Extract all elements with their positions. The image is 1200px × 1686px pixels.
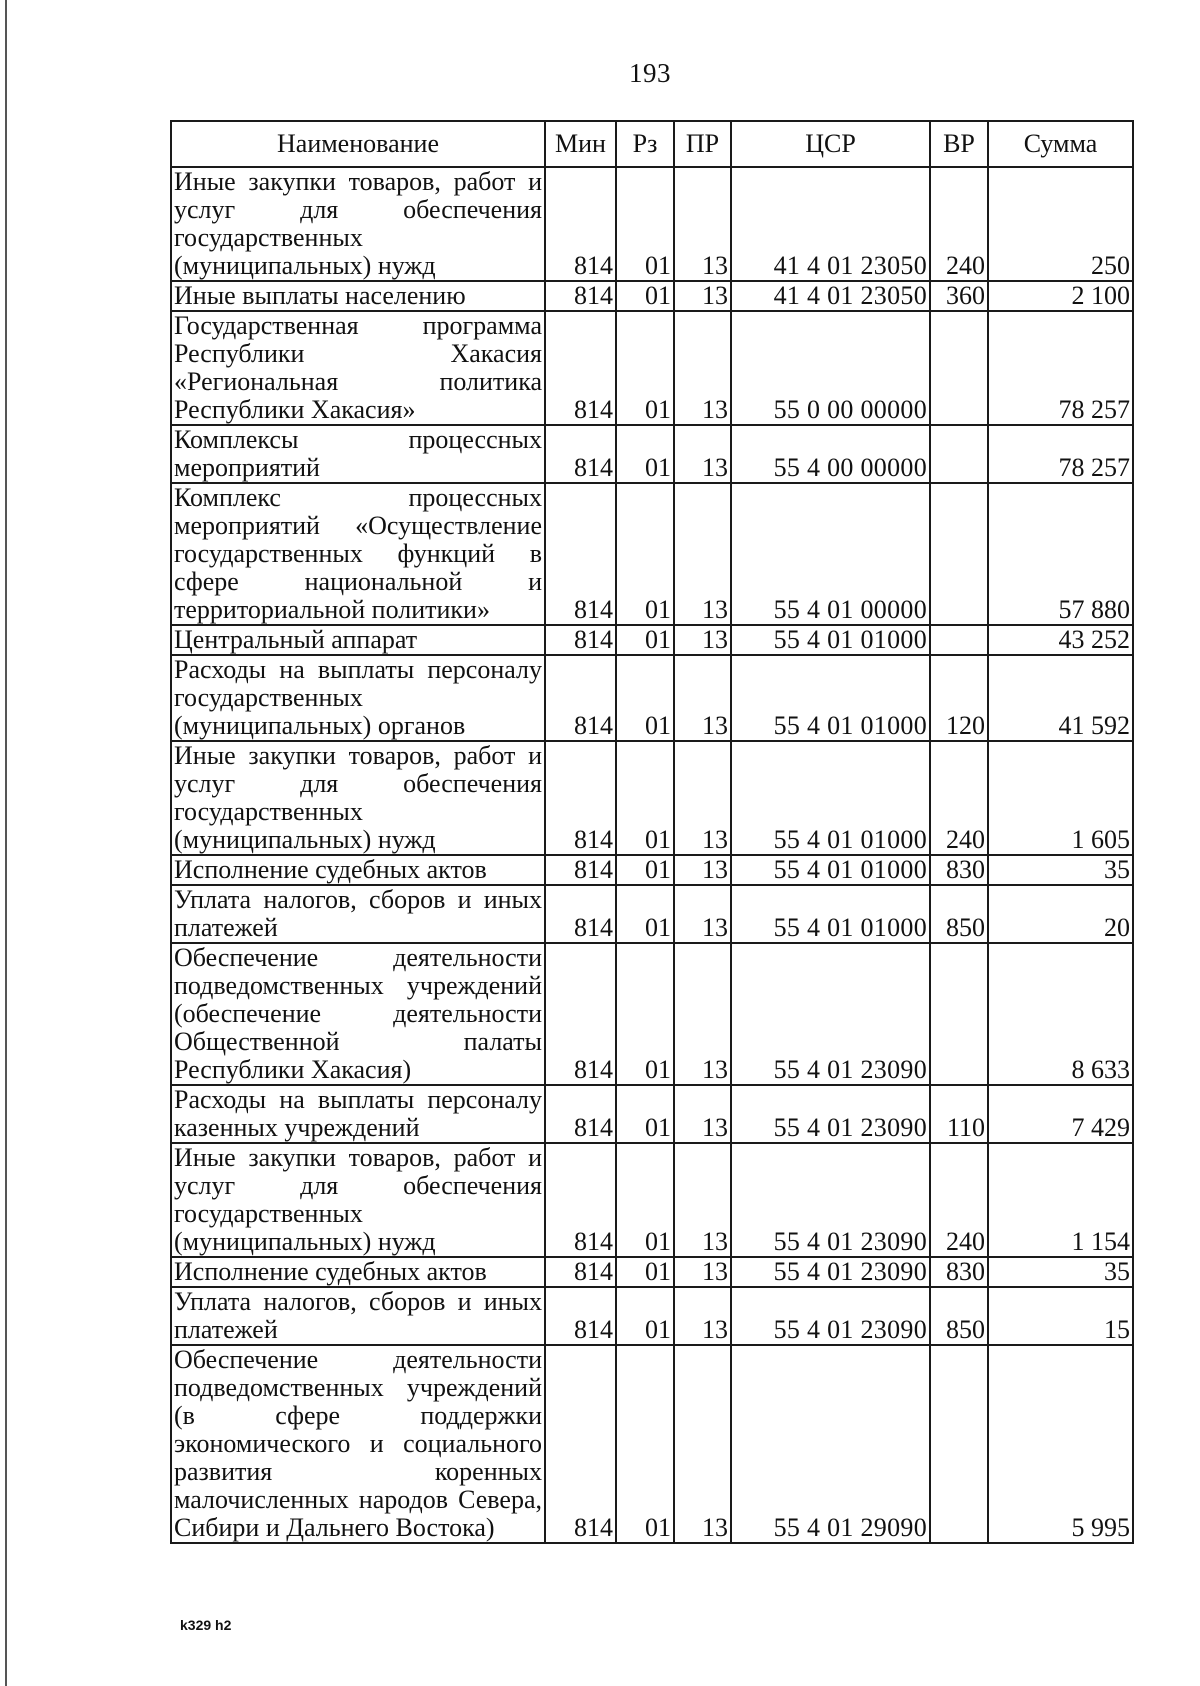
cell-vr: 830 bbox=[930, 1257, 988, 1287]
cell-min: 814 bbox=[545, 425, 616, 483]
cell-pr: 13 bbox=[674, 281, 731, 311]
cell-vr: 850 bbox=[930, 1287, 988, 1345]
table-row bbox=[171, 1287, 1133, 1345]
cell-name: Расходы на выплаты персоналу казенных учреждений bbox=[171, 1085, 545, 1143]
table-row bbox=[171, 855, 1133, 885]
cell-vr: 360 bbox=[930, 281, 988, 311]
cell-pr: 13 bbox=[674, 741, 731, 855]
table-row bbox=[171, 655, 1133, 741]
cell-csr: 55 4 01 01000 bbox=[731, 855, 930, 885]
table-row bbox=[171, 281, 1133, 311]
cell-csr: 55 0 00 00000 bbox=[731, 311, 930, 425]
cell-csr: 55 4 01 23090 bbox=[731, 1287, 930, 1345]
cell-name: Комплекс процессных мероприятий «Осуществление государственных функций в сфере национальной и территориальной политики» bbox=[171, 483, 545, 625]
cell-csr: 55 4 00 00000 bbox=[731, 425, 930, 483]
cell-min: 814 bbox=[545, 625, 616, 655]
cell-min: 814 bbox=[545, 855, 616, 885]
cell-pr: 13 bbox=[674, 1287, 731, 1345]
cell-sum: 1 154 bbox=[988, 1143, 1133, 1257]
cell-csr: 55 4 01 23090 bbox=[731, 1257, 930, 1287]
cell-csr: 55 4 01 29090 bbox=[731, 1345, 930, 1543]
cell-pr: 13 bbox=[674, 311, 731, 425]
cell-sum: 20 bbox=[988, 885, 1133, 943]
cell-sum: 57 880 bbox=[988, 483, 1133, 625]
cell-vr bbox=[930, 943, 988, 1085]
cell-sum: 35 bbox=[988, 855, 1133, 885]
cell-vr bbox=[930, 483, 988, 625]
header-name: Наименование bbox=[171, 121, 545, 167]
cell-vr bbox=[930, 625, 988, 655]
cell-pr: 13 bbox=[674, 483, 731, 625]
cell-rz: 01 bbox=[616, 1287, 674, 1345]
cell-min: 814 bbox=[545, 741, 616, 855]
table-row bbox=[171, 1345, 1133, 1543]
cell-sum: 250 bbox=[988, 167, 1133, 281]
cell-name: Расходы на выплаты персоналу государственных (муниципальных) органов bbox=[171, 655, 545, 741]
cell-sum: 5 995 bbox=[988, 1345, 1133, 1543]
cell-min: 814 bbox=[545, 943, 616, 1085]
header-rz: Рз bbox=[616, 121, 674, 167]
table-row bbox=[171, 885, 1133, 943]
cell-name: Исполнение судебных актов bbox=[171, 1257, 545, 1287]
cell-vr bbox=[930, 311, 988, 425]
cell-rz: 01 bbox=[616, 425, 674, 483]
header-vr: ВР bbox=[930, 121, 988, 167]
page-number: 193 bbox=[629, 58, 671, 88]
table-row bbox=[171, 741, 1133, 855]
document-code: k329 h2 bbox=[180, 1617, 232, 1633]
cell-rz: 01 bbox=[616, 655, 674, 741]
cell-min: 814 bbox=[545, 655, 616, 741]
cell-vr: 110 bbox=[930, 1085, 988, 1143]
cell-csr: 55 4 01 01000 bbox=[731, 885, 930, 943]
cell-min: 814 bbox=[545, 885, 616, 943]
cell-pr: 13 bbox=[674, 885, 731, 943]
cell-pr: 13 bbox=[674, 167, 731, 281]
cell-name: Иные выплаты населению bbox=[171, 281, 545, 311]
cell-csr: 55 4 01 01000 bbox=[731, 655, 930, 741]
cell-rz: 01 bbox=[616, 741, 674, 855]
header-min: Мин bbox=[545, 121, 616, 167]
cell-sum: 78 257 bbox=[988, 425, 1133, 483]
cell-name: Комплексы процессных мероприятий bbox=[171, 425, 545, 483]
cell-min: 814 bbox=[545, 281, 616, 311]
cell-rz: 01 bbox=[616, 281, 674, 311]
cell-name: Государственная программа Республики Хакасия «Региональная политика Республики Хакасия» bbox=[171, 311, 545, 425]
table-row bbox=[171, 311, 1133, 425]
cell-sum: 8 633 bbox=[988, 943, 1133, 1085]
cell-min: 814 bbox=[545, 1143, 616, 1257]
cell-vr: 850 bbox=[930, 885, 988, 943]
table-row bbox=[171, 425, 1133, 483]
cell-min: 814 bbox=[545, 483, 616, 625]
table-row bbox=[171, 1085, 1133, 1143]
cell-min: 814 bbox=[545, 311, 616, 425]
cell-name: Центральный аппарат bbox=[171, 625, 545, 655]
cell-rz: 01 bbox=[616, 885, 674, 943]
cell-pr: 13 bbox=[674, 655, 731, 741]
cell-name: Уплата налогов, сборов и иных платежей bbox=[171, 885, 545, 943]
cell-csr: 55 4 01 23090 bbox=[731, 1085, 930, 1143]
cell-vr bbox=[930, 1345, 988, 1543]
cell-sum: 15 bbox=[988, 1287, 1133, 1345]
cell-name: Уплата налогов, сборов и иных платежей bbox=[171, 1287, 545, 1345]
cell-pr: 13 bbox=[674, 425, 731, 483]
cell-csr: 55 4 01 01000 bbox=[731, 625, 930, 655]
cell-pr: 13 bbox=[674, 625, 731, 655]
cell-sum: 43 252 bbox=[988, 625, 1133, 655]
table-row bbox=[171, 1257, 1133, 1287]
cell-sum: 1 605 bbox=[988, 741, 1133, 855]
cell-vr bbox=[930, 425, 988, 483]
cell-min: 814 bbox=[545, 1257, 616, 1287]
cell-vr: 240 bbox=[930, 167, 988, 281]
cell-rz: 01 bbox=[616, 1143, 674, 1257]
cell-pr: 13 bbox=[674, 855, 731, 885]
cell-sum: 2 100 bbox=[988, 281, 1133, 311]
cell-sum: 78 257 bbox=[988, 311, 1133, 425]
cell-rz: 01 bbox=[616, 943, 674, 1085]
cell-name: Обеспечение деятельности подведомственных учреждений (обеспечение деятельности Общественной палаты Республики Хакасия) bbox=[171, 943, 545, 1085]
table-row bbox=[171, 943, 1133, 1085]
cell-rz: 01 bbox=[616, 167, 674, 281]
cell-name: Иные закупки товаров, работ и услуг для обеспечения государственных (муниципальных) нужд bbox=[171, 1143, 545, 1257]
cell-rz: 01 bbox=[616, 625, 674, 655]
header-csr: ЦСР bbox=[731, 121, 930, 167]
cell-csr: 55 4 01 23090 bbox=[731, 1143, 930, 1257]
cell-rz: 01 bbox=[616, 483, 674, 625]
cell-pr: 13 bbox=[674, 1143, 731, 1257]
cell-min: 814 bbox=[545, 1085, 616, 1143]
cell-rz: 01 bbox=[616, 1345, 674, 1543]
cell-csr: 41 4 01 23050 bbox=[731, 167, 930, 281]
cell-sum: 7 429 bbox=[988, 1085, 1133, 1143]
cell-name: Иные закупки товаров, работ и услуг для обеспечения государственных (муниципальных) нужд bbox=[171, 167, 545, 281]
cell-csr: 55 4 01 23090 bbox=[731, 943, 930, 1085]
cell-pr: 13 bbox=[674, 943, 731, 1085]
cell-vr: 240 bbox=[930, 1143, 988, 1257]
table-header-row bbox=[171, 121, 1133, 167]
cell-rz: 01 bbox=[616, 855, 674, 885]
header-sum: Сумма bbox=[988, 121, 1133, 167]
table-row bbox=[171, 625, 1133, 655]
cell-vr: 120 bbox=[930, 655, 988, 741]
table-row bbox=[171, 167, 1133, 281]
cell-min: 814 bbox=[545, 1287, 616, 1345]
cell-csr: 55 4 01 01000 bbox=[731, 741, 930, 855]
cell-sum: 35 bbox=[988, 1257, 1133, 1287]
cell-min: 814 bbox=[545, 167, 616, 281]
cell-vr: 830 bbox=[930, 855, 988, 885]
cell-pr: 13 bbox=[674, 1345, 731, 1543]
cell-pr: 13 bbox=[674, 1085, 731, 1143]
cell-sum: 41 592 bbox=[988, 655, 1133, 741]
table-row bbox=[171, 483, 1133, 625]
cell-min: 814 bbox=[545, 1345, 616, 1543]
cell-name: Обеспечение деятельности подведомственных учреждений (в сфере поддержки экономического и социального развития коренных малочисленных народов Севера, Сибири и Дальнего Востока) bbox=[171, 1345, 545, 1543]
header-pr: ПР bbox=[674, 121, 731, 167]
cell-rz: 01 bbox=[616, 311, 674, 425]
table-row bbox=[171, 1143, 1133, 1257]
cell-rz: 01 bbox=[616, 1257, 674, 1287]
cell-name: Иные закупки товаров, работ и услуг для обеспечения государственных (муниципальных) нужд bbox=[171, 741, 545, 855]
cell-vr: 240 bbox=[930, 741, 988, 855]
budget-table bbox=[170, 120, 1134, 1544]
cell-name: Исполнение судебных актов bbox=[171, 855, 545, 885]
cell-pr: 13 bbox=[674, 1257, 731, 1287]
cell-csr: 41 4 01 23050 bbox=[731, 281, 930, 311]
cell-rz: 01 bbox=[616, 1085, 674, 1143]
scan-edge-line bbox=[5, 0, 7, 1686]
cell-csr: 55 4 01 00000 bbox=[731, 483, 930, 625]
